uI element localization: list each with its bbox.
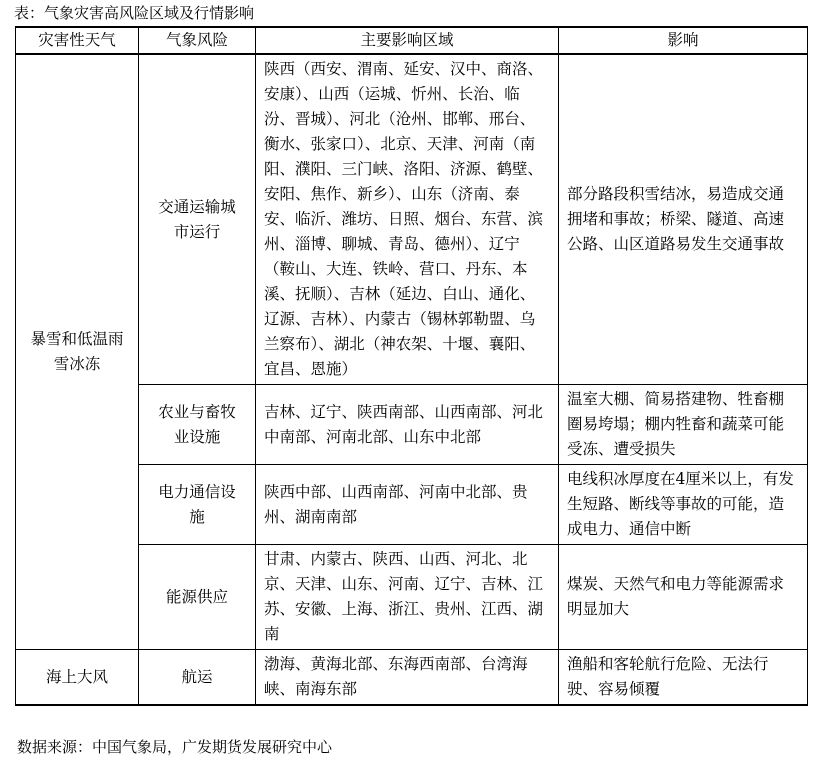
- risk-cell: 农业与畜牧业设施: [139, 385, 256, 465]
- impact-cell: 电线积冰厚度在4厘米以上，有发生短路、断线等事故的可能，造成电力、通信中断: [559, 465, 808, 545]
- risk-cell: 电力通信设施: [139, 465, 256, 545]
- header-impact: 影响: [559, 27, 808, 54]
- table-container: [15, 26, 807, 706]
- table-header-row: [16, 27, 808, 54]
- data-source-note: 数据来源：中国气象局，广发期货发展研究中心: [17, 738, 333, 756]
- impact-cell: 部分路段积雪结冰，易造成交通拥堵和事故；桥梁、隧道、高速公路、山区道路易发生交通事故: [559, 54, 808, 385]
- regions-cell: 渤海、黄海北部、东海西南部、台湾海峡、南海东部: [256, 650, 559, 706]
- header-risk: 气象风险: [139, 27, 256, 54]
- impact-cell: 煤炭、天然气和电力等能源需求明显加大: [559, 545, 808, 650]
- header-weather: 灾害性天气: [16, 27, 139, 54]
- weather-cell-wind: 海上大风: [16, 650, 139, 706]
- table-row: [16, 650, 808, 706]
- regions-cell: 陕西中部、山西南部、河南中北部、贵州、湖南南部: [256, 465, 559, 545]
- weather-cell-snow: 暴雪和低温雨雪冰冻: [16, 54, 139, 650]
- impact-cell: 温室大棚、简易搭建物、牲畜棚圈易垮塌；棚内牲畜和蔬菜可能受冻、遭受损失: [559, 385, 808, 465]
- weather-risk-table: [15, 26, 808, 706]
- regions-cell: 甘肃、内蒙古、陕西、山西、河北、北京、天津、山东、河南、辽宁、吉林、江苏、安徽、上海、浙江、贵州、江西、湖南: [256, 545, 559, 650]
- regions-cell: 吉林、辽宁、陕西南部、山西南部、河北中南部、河南北部、山东中北部: [256, 385, 559, 465]
- table-row: [16, 54, 808, 385]
- regions-cell: 陕西（西安、渭南、延安、汉中、商洛、安康）、山西（运城、忻州、长治、临汾、晋城）、河北（沧州、邯郸、邢台、衡水、张家口）、北京、天津、河南（南阳、濮阳、三门峡、洛阳、济源、鹤壁、安阳、焦作、新乡）、山东（济南、泰安、临沂、潍坊、日照、烟台、东营、滨州、淄博、聊城、青岛、德州）、辽宁（鞍山、大连、铁岭、营口、丹东、本溪、抚顺）、吉林（延边、白山、通化、辽源、吉林）、内蒙古（锡林郭勒盟、乌兰察布）、湖北（神农架、十堰、襄阳、宜昌、恩施）: [256, 54, 559, 385]
- table-caption: 表：气象灾害高风险区域及行情影响: [14, 4, 255, 22]
- header-regions: 主要影响区域: [256, 27, 559, 54]
- risk-cell: 能源供应: [139, 545, 256, 650]
- risk-cell: 航运: [139, 650, 256, 706]
- risk-cell: 交通运输城市运行: [139, 54, 256, 385]
- impact-cell: 渔船和客轮航行危险、无法行驶、容易倾覆: [559, 650, 808, 706]
